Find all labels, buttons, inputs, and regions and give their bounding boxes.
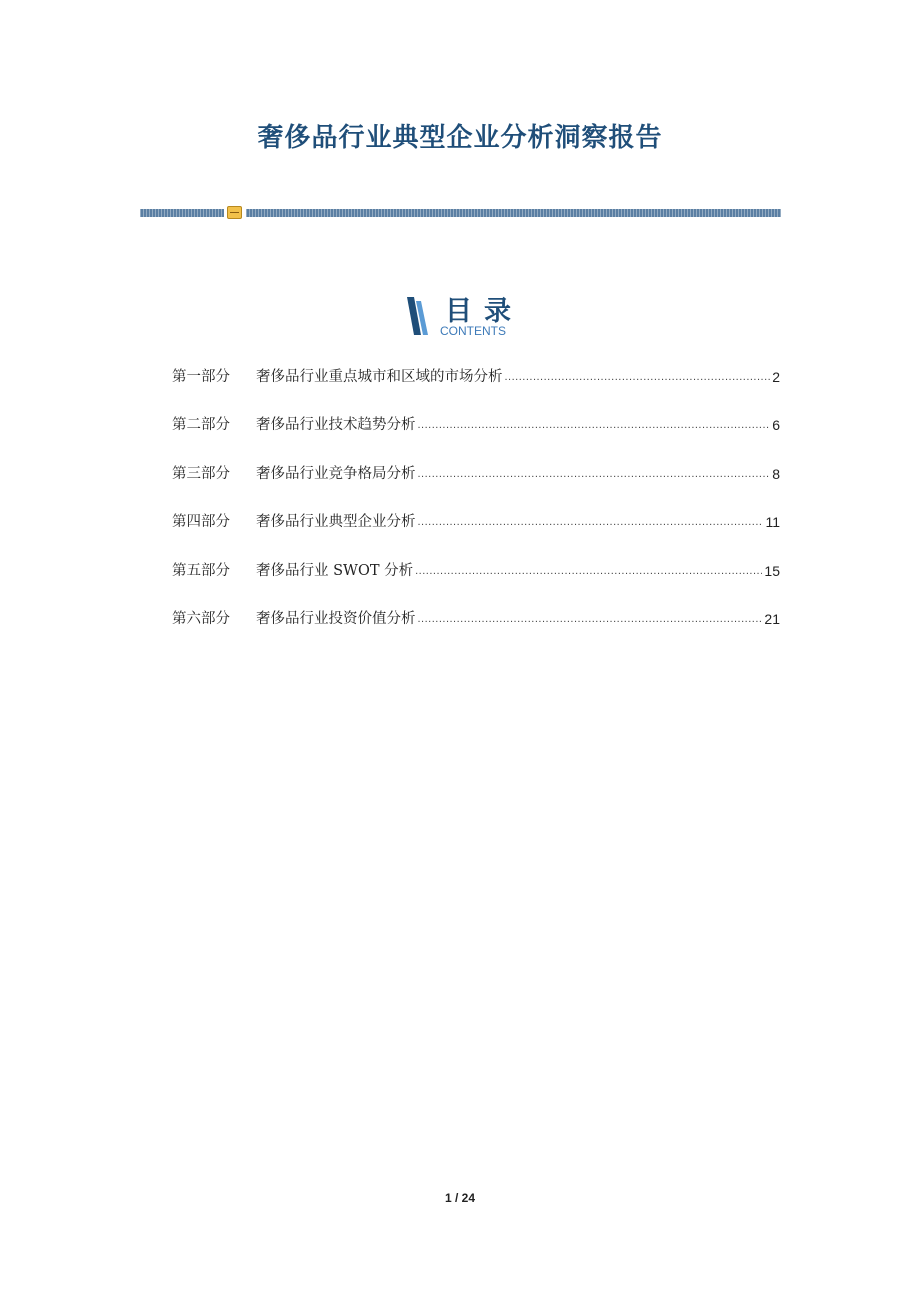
toc-item-text: 奢侈品行业典型企业分析 — [256, 514, 416, 531]
toc-item-page: 11 — [765, 514, 780, 531]
toc-leader-dots — [418, 608, 763, 630]
toc-leader-dots — [415, 560, 762, 582]
header-rule-right — [246, 209, 781, 217]
toc-leader-dots — [505, 366, 771, 388]
toc-item[interactable] — [172, 511, 780, 559]
toc-title: 目录 — [445, 296, 523, 327]
toc-subtitle: CONTENTS — [440, 324, 506, 338]
toc-item[interactable] — [172, 414, 780, 462]
slanted-bars-icon — [405, 297, 429, 335]
toc-item[interactable] — [172, 463, 780, 511]
toc-item[interactable] — [172, 560, 780, 608]
toc-item-page: 6 — [772, 417, 780, 434]
toc-item-text: 奢侈品行业竞争格局分析 — [256, 465, 416, 482]
toc-item-page: 15 — [764, 562, 780, 579]
header-rule-left — [140, 209, 224, 217]
page-number: 1 / 24 — [444, 1191, 476, 1205]
toc-item-text: 奢侈品行业重点城市和区域的市场分析 — [256, 369, 503, 385]
toc-item-part: 第五部分 — [172, 562, 230, 579]
toc-item-part: 第二部分 — [172, 417, 230, 434]
toc-leader-dots — [418, 511, 764, 533]
toc-item[interactable] — [172, 608, 780, 656]
toc-item-page: 8 — [772, 465, 780, 482]
toc-list — [172, 366, 780, 656]
toc-header — [405, 293, 525, 339]
toc-leader-dots — [418, 414, 771, 436]
toc-item-page: 2 — [772, 369, 780, 385]
toc-leader-dots — [418, 463, 771, 485]
toc-item-part: 第三部分 — [172, 465, 230, 482]
toc-item-part: 第一部分 — [172, 369, 230, 385]
document-title: 奢侈品行业典型企业分析洞察报告 — [257, 123, 663, 153]
toc-item-text: 奢侈品行业技术趋势分析 — [256, 417, 416, 434]
toc-item-text: 奢侈品行业投资价值分析 — [256, 610, 416, 627]
toc-item-part: 第六部分 — [172, 610, 230, 627]
document-emblem-icon — [227, 206, 242, 219]
toc-item-page: 21 — [764, 610, 780, 627]
toc-item-text: 奢侈品行业 SWOT 分析 — [256, 562, 414, 579]
toc-item-part: 第四部分 — [172, 514, 230, 531]
toc-item[interactable] — [172, 366, 780, 414]
